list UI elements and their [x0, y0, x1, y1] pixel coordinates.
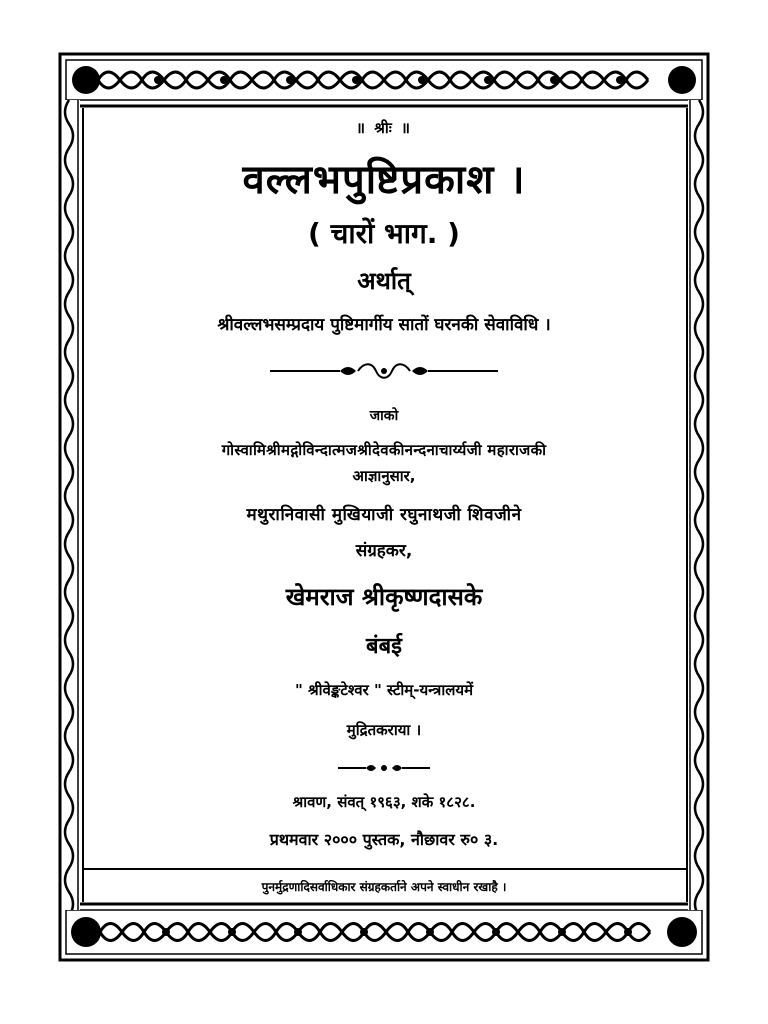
flourish-divider-bottom: [338, 760, 430, 776]
goswami-line: गोस्वामिश्रीमद्गोविन्दात्मजश्रीदेवकीनन्दनाचार्य्यजी महाराजकी: [221, 441, 547, 459]
printed-line: मुद्रितकराया ।: [346, 721, 422, 739]
agya-line: आज्ञानुसार,: [352, 467, 416, 485]
press-name: " श्रीवेङ्कटेश्वर " स्टीम्-यन्त्रालयमें: [294, 681, 474, 699]
publication-date: श्रावण, संवत् १९६३, शके १८२८.: [292, 793, 476, 811]
invocation: ॥ श्रीः ॥: [356, 119, 412, 137]
horizontal-rule: [82, 868, 688, 870]
book-description: श्रीवल्लभसम्प्रदाय पुष्टिमार्गीय सातों घरनकी सेवाविधि ।: [217, 315, 551, 335]
publisher-name: खेमराज श्रीकृष्णदासके: [285, 583, 483, 611]
book-parts: ( चारों भाग. ): [308, 217, 460, 250]
book-title: वल्लभपुष्टिप्रकाश ।: [242, 157, 526, 203]
ornamental-border-top: [58, 52, 710, 108]
ornamental-border-bottom: [58, 902, 710, 962]
publisher-city: बंबई: [366, 634, 402, 659]
jako-text: जाको: [369, 408, 399, 424]
rights-notice: पुनर्मुद्रणादिसर्वाधिकार संग्रहकर्ताने अपने स्वाधीन रखाहै ।: [261, 880, 507, 894]
sangrah-line: संग्रहकर,: [355, 541, 413, 561]
edition-info: प्रथमवार २००० पुस्तक, नौछावर रु० ३.: [269, 830, 499, 849]
compiler-line: मथुरानिवासी मुखियाजी रघुनाथजी शिवजीने: [246, 505, 522, 525]
arthat-heading: अर्थात्: [357, 267, 411, 295]
flourish-divider-top: [270, 360, 498, 382]
